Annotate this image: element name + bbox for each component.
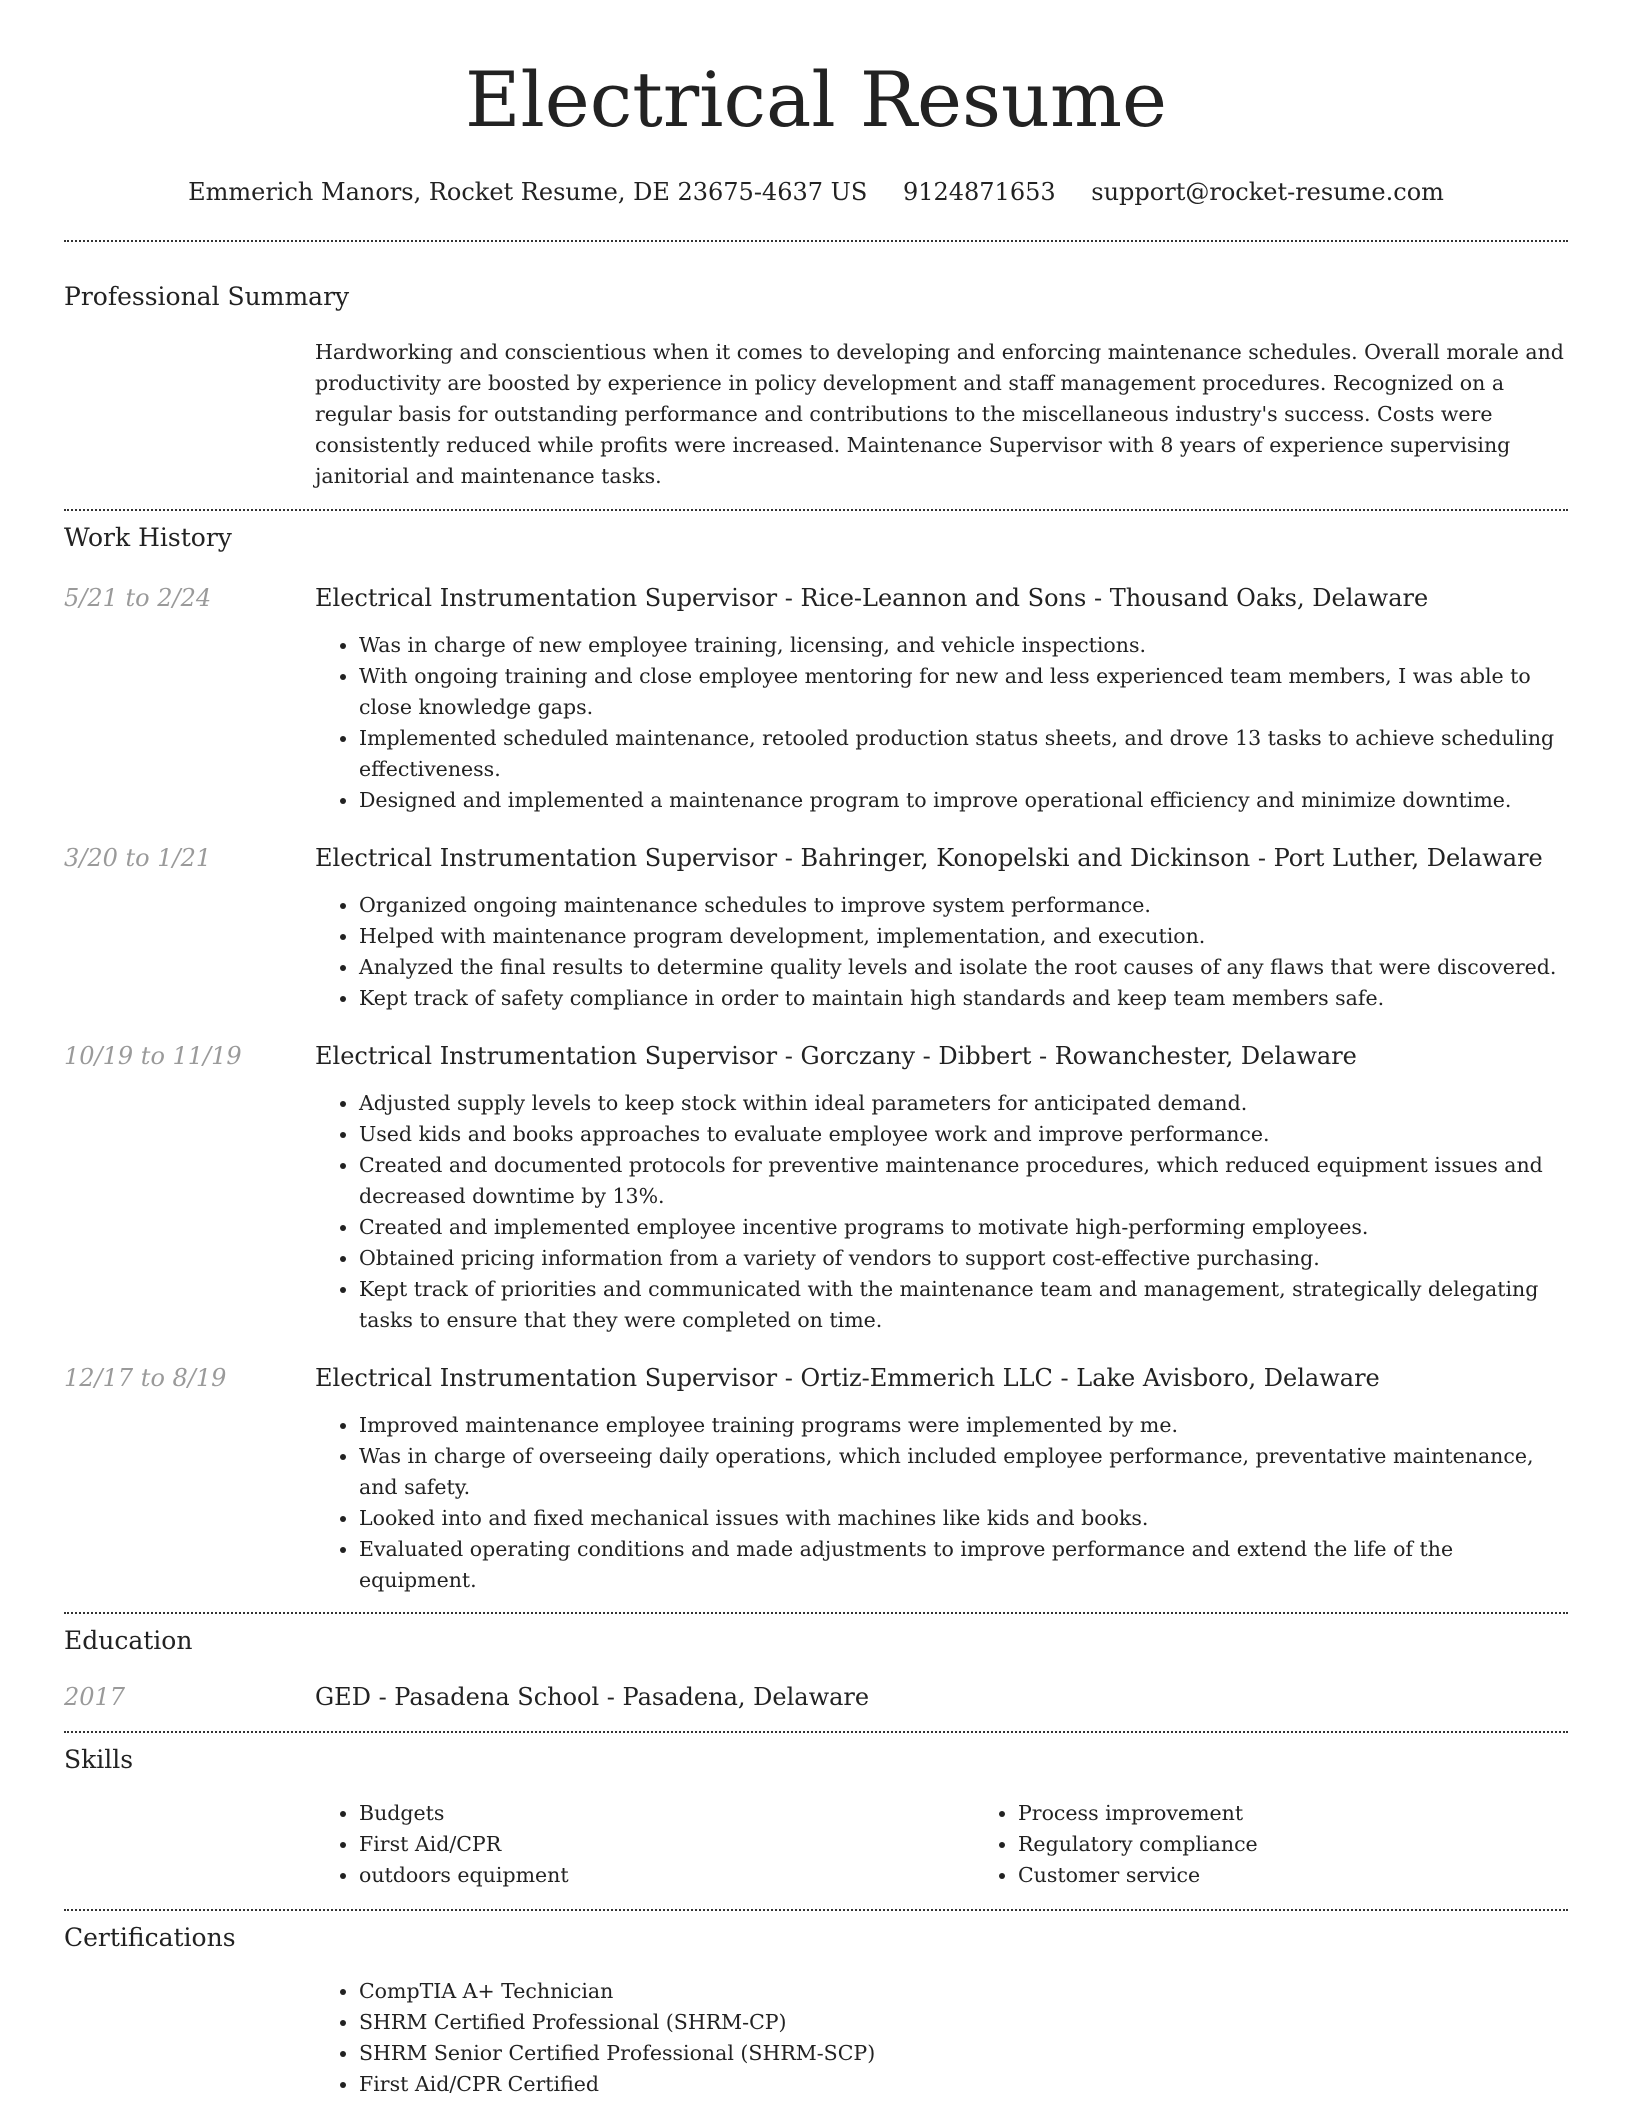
job-bullet: • Looked into and fixed mechanical issues with machines like kids and books. [359,1503,1568,1534]
job-bullet: • Obtained pricing information from a variety of vendors to support cost-effective purchasing. [359,1243,1568,1274]
skills-grid [315,1798,1632,1891]
divider [64,1612,1568,1614]
section-heading-education: Education [64,1626,193,1655]
job-body [315,1040,1568,1336]
contact-email: support@rocket-resume.com [1091,178,1444,206]
job-bullets [315,890,1568,1014]
job-bullet: • Kept track of priorities and communicated with the maintenance team and management, strategically delegating tasks to ensure that they were completed on time. [359,1274,1568,1336]
job-dates: 10/19 to 11/19 [64,1042,242,1070]
job-bullet: • Analyzed the final results to determine quality levels and isolate the root causes of any flaws that were discovered. [359,952,1568,983]
job-bullets [315,1410,1568,1596]
job-bullet: • Implemented scheduled maintenance, retooled production status sheets, and drove 13 tasks to achieve scheduling effectiveness. [359,723,1568,785]
education-entry [64,1681,1568,1713]
section-heading-summary: Professional Summary [64,282,350,311]
education-text: GED - Pasadena School - Pasadena, Delaware [315,1683,870,1711]
contact-phone: 9124871653 [902,178,1056,206]
contact-address: Emmerich Manors, Rocket Resume, DE 23675-4637 US [188,178,868,206]
job-entry [64,582,1568,816]
certification-item: • CompTIA A+ Technician [359,1976,1568,2007]
education-year: 2017 [64,1683,126,1711]
divider [64,1731,1568,1733]
job-bullet: • Created and implemented employee incentive programs to motivate high-performing employees. [359,1212,1568,1243]
job-bullet: • With ongoing training and close employee mentoring for new and less experienced team members, I was able to close knowledge gaps. [359,661,1568,723]
job-bullet: • Was in charge of overseeing daily operations, which included employee performance, preventative maintenance, and safety. [359,1441,1568,1503]
section-heading-work: Work History [64,523,232,552]
certification-item: • SHRM Senior Certified Professional (SHRM-SCP) [359,2038,1568,2069]
job-bullet: • Was in charge of new employee training, licensing, and vehicle inspections. [359,630,1568,661]
resume-page [64,0,1568,2100]
job-title: Electrical Instrumentation Supervisor - Bahringer, Konopelski and Dickinson - Port Luther, Delaware [315,844,1543,872]
skill-item: • Budgets [359,1798,974,1829]
job-bullet: • Kept track of safety compliance in order to maintain high standards and keep team members safe. [359,983,1568,1014]
divider [64,509,1568,511]
job-bullet: • Used kids and books approaches to evaluate employee work and improve performance. [359,1119,1568,1150]
section-heading-certifications: Certifications [64,1923,236,1952]
contact-line [64,176,1568,208]
skills-list-left [315,1798,974,1891]
job-bullets [315,630,1568,816]
certification-item: • First Aid/CPR Certified [359,2069,1568,2100]
job-bullet: • Evaluated operating conditions and made adjustments to improve performance and extend the life of the equipment. [359,1534,1568,1596]
job-title: Electrical Instrumentation Supervisor - Gorczany - Dibbert - Rowanchester, Delaware [315,1042,1357,1070]
job-body [315,842,1568,1014]
certifications-body [315,1976,1568,2100]
skill-item: • Process improvement [1018,1798,1632,1829]
job-bullet: • Improved maintenance employee training programs were implemented by me. [359,1410,1568,1441]
job-entry [64,1040,1568,1336]
job-bullet: • Organized ongoing maintenance schedules to improve system performance. [359,890,1568,921]
certification-item: • SHRM Certified Professional (SHRM-CP) [359,2007,1568,2038]
job-dates: 5/21 to 2/24 [64,584,212,612]
skills-row [64,1798,1568,1891]
skill-item: • Regulatory compliance [1018,1829,1632,1860]
divider [64,240,1568,242]
skill-item: • First Aid/CPR [359,1829,974,1860]
summary-text: Hardworking and conscientious when it comes to developing and enforcing maintenance schedules. Overall morale and productivity are boosted by experience in policy development and staff management procedures. Recognized on a regular basis for outstanding performance and contributions to the miscellaneous industry's success. Costs were consistently reduced while profits were increased. Maintenance Supervisor with 8 years of experience supervising janitorial and maintenance tasks. [315,340,1564,488]
job-bullet: • Adjusted supply levels to keep stock within ideal parameters for anticipated demand. [359,1088,1568,1119]
section-heading-skills: Skills [64,1745,134,1774]
job-title: Electrical Instrumentation Supervisor - Rice-Leannon and Sons - Thousand Oaks, Delaware [315,584,1429,612]
skill-item: • outdoors equipment [359,1860,974,1891]
job-entry [64,842,1568,1014]
certifications-spacer [64,1976,315,2100]
job-dates: 3/20 to 1/21 [64,844,212,872]
skills-spacer [64,1798,315,1891]
job-title: Electrical Instrumentation Supervisor - Ortiz-Emmerich LLC - Lake Avisboro, Delaware [315,1364,1380,1392]
skill-item: • Customer service [1018,1860,1632,1891]
summary-spacer [64,337,315,492]
certifications-row [64,1976,1568,2100]
certifications-list [315,1976,1568,2100]
job-bullets [315,1088,1568,1336]
job-bullet: • Helped with maintenance program development, implementation, and execution. [359,921,1568,952]
job-body [315,582,1568,816]
skills-list-right [974,1798,1632,1891]
job-body [315,1362,1568,1596]
job-dates: 12/17 to 8/19 [64,1364,227,1392]
job-entry [64,1362,1568,1596]
job-bullet: • Created and documented protocols for preventive maintenance procedures, which reduced equipment issues and decreased downtime by 13%. [359,1150,1568,1212]
divider [64,1909,1568,1911]
work-history-list [64,582,1568,1596]
resume-title: Electrical Resume [464,55,1168,144]
summary-row [64,337,1568,492]
job-bullet: • Designed and implemented a maintenance program to improve operational efficiency and minimize downtime. [359,785,1568,816]
